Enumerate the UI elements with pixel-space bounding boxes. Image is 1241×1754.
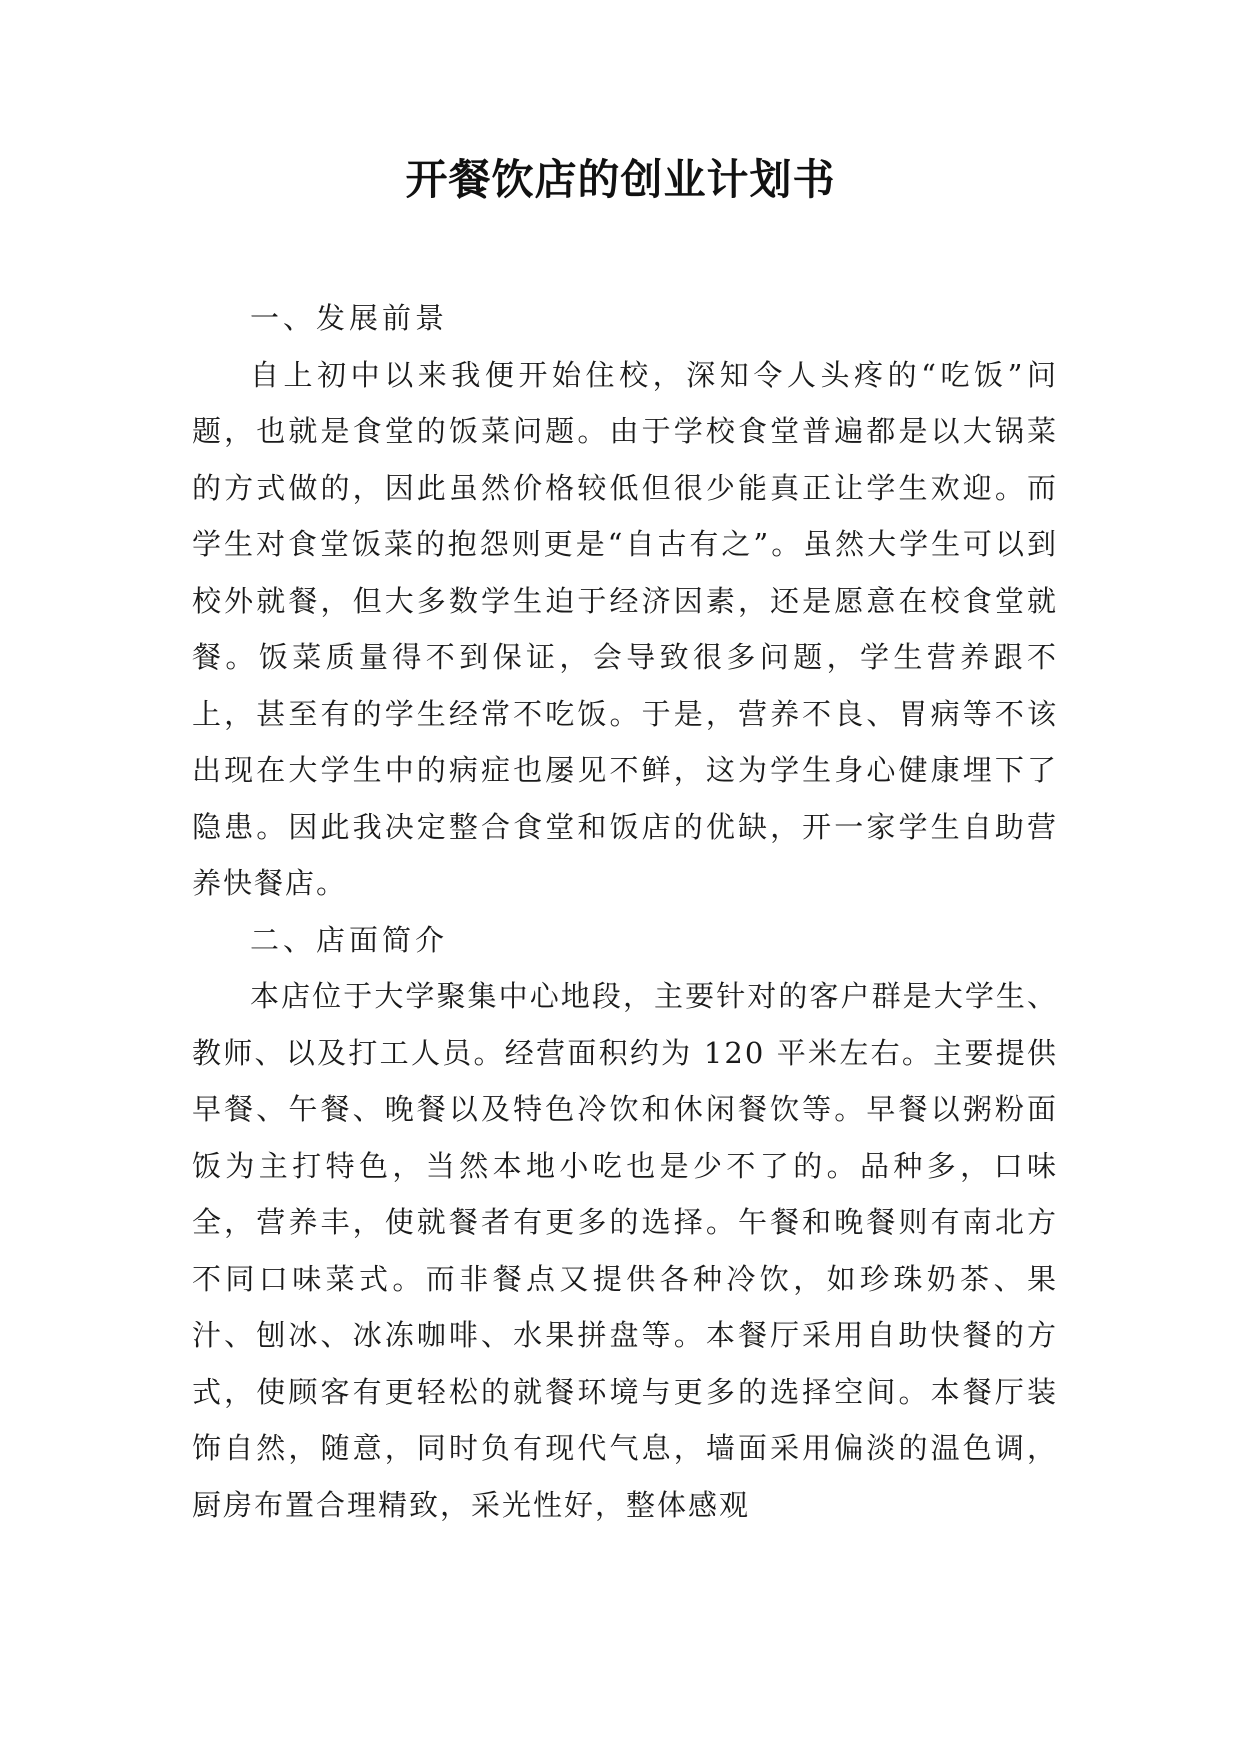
section-paragraph-store-intro: 本店位于大学聚集中心地段，主要针对的客户群是大学生、教师、以及打工人员。经营面积约为 120 平米左右。主要提供早餐、午餐、晚餐以及特色冷饮和休闲餐饮等。早餐以粥粉面饭为主打特色，当然本地小吃也是少不了的。品种多，口味全，营养丰，使就餐者有更多的选择。午餐和晚餐则有南北方不同口味菜式。而非餐点又提供各种冷饮，如珍珠奶茶、果汁、刨冰、冰冻咖啡、水果拼盘等。本餐厅采用自助快餐的方式，使顾客有更轻松的就餐环境与更多的选择空间。本餐厅装饰自然，随意，同时负有现代气息，墙面采用偏淡的温色调，厨房布置合理精致，采光性好，整体感观 — [192, 979, 1058, 1522]
section-heading-store-intro: 二、店面简介 — [250, 922, 449, 957]
section-heading-prospects: 一、发展前景 — [250, 301, 449, 335]
document-title: 开餐饮店的创业计划书 — [405, 155, 836, 204]
section-paragraph-prospects: 自上初中以来我便开始住校，深知令人头疼的“吃饭”问题，也就是食堂的饭菜问题。由于学校食堂普遍都是以大锅菜的方式做的，因此虽然价格较低但很少能真正让学生欢迎。而学生对食堂饭菜的抱怨则更是“自古有之”。虽然大学生可以到校外就餐，但大多数学生迫于经济因素，还是愿意在校食堂就餐。饭菜质量得不到保证，会导致很多问题，学生营养跟不上，甚至有的学生经常不吃饭。于是，营养不良、胃病等不该出现在大学生中的病症也屡见不鲜，这为学生身心健康埋下了隐患。因此我决定整合食堂和饭店的优缺，开一家学生自助营养快餐店。 — [192, 357, 1058, 900]
document-body — [192, 290, 1058, 1533]
